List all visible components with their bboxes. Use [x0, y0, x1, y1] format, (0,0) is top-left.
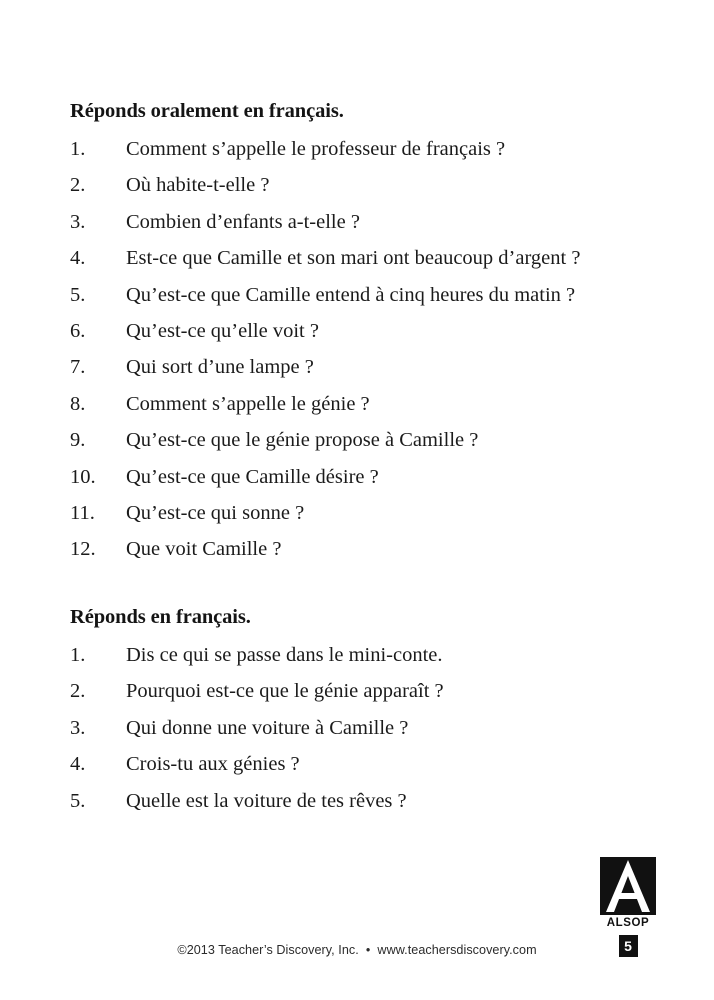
item-text: Combien d’enfants a-t-elle ? — [126, 210, 360, 233]
item-text: Crois-tu aux génies ? — [126, 753, 300, 776]
item-number: 2. — [70, 174, 86, 197]
list-item — [70, 349, 645, 385]
list-item — [70, 240, 645, 276]
section-heading: Réponds en français. — [70, 605, 251, 628]
content-column — [70, 96, 645, 819]
item-text: Que voit Camille ? — [126, 538, 282, 561]
item-number: 5. — [70, 789, 86, 812]
list-item — [70, 673, 645, 709]
item-text: Est-ce que Camille et son mari ont beaucoup d’argent ? — [126, 247, 581, 270]
item-text: Qu’est-ce qui sonne ? — [126, 502, 305, 525]
item-text: Pourquoi est-ce que le génie apparaît ? — [126, 680, 444, 703]
item-number: 5. — [70, 283, 86, 306]
page-number: 5 — [619, 935, 638, 957]
list-item — [70, 495, 645, 531]
item-number: 7. — [70, 356, 86, 379]
item-number: 3. — [70, 716, 86, 739]
item-text: Qu’est-ce que Camille entend à cinq heures du matin ? — [126, 283, 576, 306]
list-item — [70, 131, 645, 167]
item-number: 4. — [70, 753, 86, 776]
item-text: Qui sort d’une lampe ? — [126, 356, 314, 379]
item-number: 11. — [70, 502, 95, 525]
item-text: Où habite-t-elle ? — [126, 174, 270, 197]
item-number: 3. — [70, 210, 86, 233]
list-item — [70, 167, 645, 203]
item-text: Dis ce qui se passe dans le mini-conte. — [126, 643, 443, 666]
item-text: Quelle est la voiture de tes rêves ? — [126, 789, 407, 812]
list-item — [70, 422, 645, 458]
publisher-brand — [599, 857, 657, 957]
list-item — [70, 746, 645, 782]
item-text: Qu’est-ce que le génie propose à Camille ? — [126, 429, 479, 452]
brand-name: ALSOP — [606, 917, 650, 929]
footer-copyright: ©2013 Teacher’s Discovery, Inc. • www.teachersdiscovery.com — [177, 943, 537, 957]
item-number: 1. — [70, 138, 86, 160]
item-number: 2. — [70, 680, 86, 703]
list-item — [70, 637, 645, 673]
list-item — [70, 531, 645, 567]
list-item — [70, 313, 645, 349]
list-item — [70, 459, 645, 495]
item-number: 6. — [70, 320, 86, 343]
item-text: Qu’est-ce que Camille désire ? — [126, 465, 379, 488]
question-list — [70, 637, 645, 819]
item-number: 1. — [70, 643, 86, 666]
list-item — [70, 204, 645, 240]
item-number: 10. — [70, 465, 96, 488]
alsop-a-logo-icon — [600, 857, 656, 915]
item-text: Qui donne une voiture à Camille ? — [126, 716, 409, 739]
item-number: 4. — [70, 247, 86, 270]
question-list — [70, 131, 645, 568]
item-number: 12. — [70, 538, 96, 561]
item-text: Qu’est-ce qu’elle voit ? — [126, 320, 319, 343]
item-text: Comment s’appelle le professeur de français ? — [126, 138, 506, 160]
list-item — [70, 277, 645, 313]
item-number: 9. — [70, 429, 86, 452]
item-number: 8. — [70, 392, 86, 415]
list-item — [70, 783, 645, 819]
list-item — [70, 710, 645, 746]
section-written-questions — [70, 602, 645, 819]
list-item — [70, 386, 645, 422]
section-oral-questions — [70, 96, 645, 568]
section-heading: Réponds oralement en français. — [70, 100, 344, 122]
item-text: Comment s’appelle le génie ? — [126, 392, 370, 415]
